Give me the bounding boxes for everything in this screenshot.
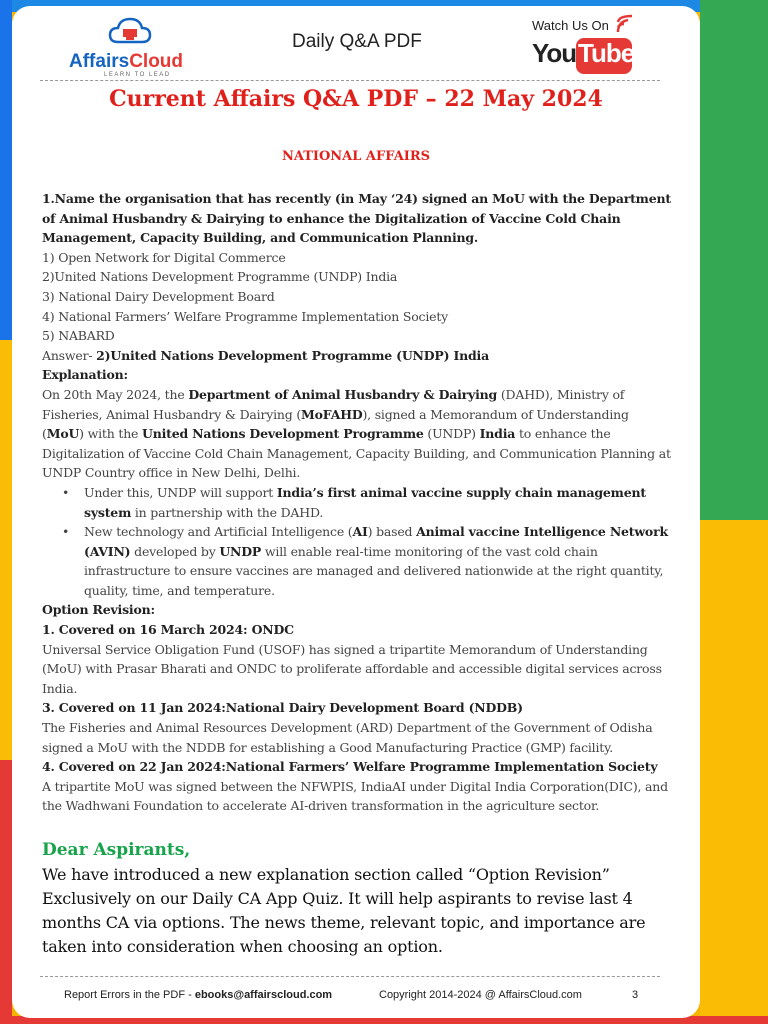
frame-left-yellow (0, 340, 12, 760)
signal-waves-icon (614, 14, 638, 36)
logo-tagline: LEARN TO LEAD (104, 72, 171, 78)
frame-right-yellow (700, 520, 768, 1024)
bullet-item: • Under this, UNDP will support India’s first animal vaccine supply chain management system in partnership with the DAHD. (84, 483, 672, 522)
question-block (42, 189, 672, 816)
page-title: Current Affairs Q&A PDF – 22 May 2024 (109, 86, 603, 112)
option-1: 1) Open Network for Digital Commerce (42, 249, 286, 265)
youtube-badge[interactable] (522, 14, 642, 76)
explanation-label: Explanation: (42, 367, 128, 383)
affairscloud-logo (64, 16, 204, 78)
answer-label: Answer- (42, 347, 97, 363)
page-header (12, 6, 700, 86)
aspirants-body: We have introduced a new explanation section called “Option Revision” Exclusively on our Daily CA App Quiz. It will help aspirants to revise last 4 months CA via options. The news theme, relevant topic, and importance are taken into consideration when choosing an option. (42, 865, 646, 956)
frame-left-blue (0, 0, 12, 340)
frame-left-red (0, 760, 12, 1024)
option-5: 5) NABARD (42, 328, 115, 344)
answer-line (42, 346, 672, 366)
option-2: 2)United Nations Development Programme (UNDP) India (42, 269, 398, 285)
report-errors: Report Errors in the PDF - ebooks@affairscloud.com (64, 989, 333, 1001)
youtube-you-text: You (532, 38, 577, 68)
youtube-tube-text: Tube (578, 38, 635, 68)
revision-text: The Fisheries and Animal Resources Development (ARD) Department of the Government of Odisha signed a MoU with the NDDB for establishing a Good Manufacturing Practice (GMP) facility. (42, 720, 653, 755)
option-3: 3) National Dairy Development Board (42, 288, 275, 304)
option-4: 4) National Farmers’ Welfare Programme Implementation Society (42, 308, 449, 324)
pdf-page (12, 6, 700, 1018)
bullet-item: • New technology and Artificial Intelligence (AI) based Animal vaccine Intelligence Network (AVIN) developed by UNDP will enable real-time monitoring of the vast cold chain infrastructure to ensure vaccines are managed and delivered nationwide at the right quantity, quality, time, and temperature. (84, 522, 672, 600)
revision-heading: 4. Covered on 22 Jan 2024:National Farmers’ Welfare Programme Implementation Society (42, 759, 658, 775)
revision-text: Universal Service Obligation Fund (USOF) has signed a tripartite Memorandum of Understanding (MoU) with Prasar Bharati and ONDC to proliferate affordable and accessible digital services across India. (42, 641, 662, 696)
page-footer (12, 986, 700, 1010)
section-heading: NATIONAL AFFAIRS (281, 149, 431, 164)
option-revision-label: Option Revision: (42, 602, 155, 618)
frame-right-green (700, 0, 768, 520)
revision-text: A tripartite MoU was signed between the NFWPIS, IndiaAI under Digital India Corporation(DIC), and the Wadhwani Foundation to accelerate AI-driven transformation in the agriculture sector. (42, 778, 668, 814)
cloud-icon (108, 16, 152, 46)
page-number: 3 (632, 989, 639, 1001)
report-email-link[interactable]: ebooks@affairscloud.com (194, 989, 333, 1001)
aspirants-title: Dear Aspirants, (42, 840, 191, 860)
question-text: 1.Name the organisation that has recently (in May ‘24) signed an MoU with the Department of Animal Husbandry & Dairying to enhance the Digitalization of Vaccine Cold Chain Management, Capacity Building, and Communication Planning. (42, 191, 671, 246)
revision-heading: 3. Covered on 11 Jan 2024:National Dairy Development Board (NDDB) (42, 700, 523, 716)
logo-name: AffairsCloud (69, 51, 184, 72)
answer-value: 2)United Nations Development Programme (UNDP) India (96, 347, 490, 363)
explanation-bullets (42, 483, 672, 601)
explanation-text: On 20th May 2024, the Department of Animal Husbandry & Dairying (DAHD), Ministry of Fisheries, Animal Husbandry & Dairying (MoFAHD), signed a Memorandum of Understanding (MoU) with the United Nations Development Programme (UNDP) India to enhance the Digitalization of Vaccine Cold Chain Management, Capacity Building, and Communication Planning at UNDP Country office in New Delhi, Delhi. (42, 386, 671, 481)
youtube-watch-text: Watch Us On (532, 18, 609, 33)
revision-heading: 1. Covered on 16 March 2024: ONDC (42, 622, 294, 638)
footer-divider (40, 976, 660, 977)
header-title: Daily Q&A PDF (292, 31, 422, 52)
header-divider (40, 80, 660, 81)
copyright: Copyright 2014-2024 @ AffairsCloud.com (379, 989, 582, 1001)
